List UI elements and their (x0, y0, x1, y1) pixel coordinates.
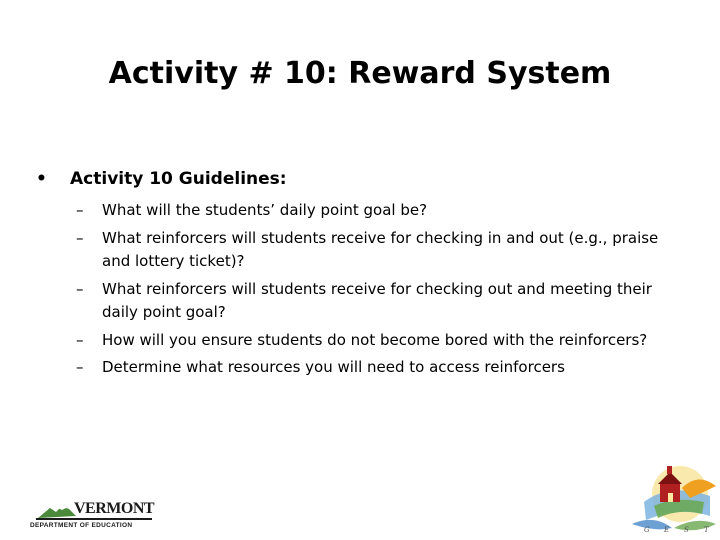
dash-marker: – (76, 279, 84, 298)
sub-item-text: What will the students’ daily point goal be? (102, 201, 428, 219)
vermont-logo-department: DEPARTMENT OF EDUCATION (30, 522, 133, 529)
dash-marker: – (76, 330, 84, 349)
guidelines-sub-list (76, 199, 676, 384)
bullet-marker: • (36, 169, 47, 189)
dash-marker: – (76, 228, 84, 247)
sub-item-text: How will you ensure students do not become bored with the reinforcers? (102, 330, 648, 349)
sub-item (76, 199, 676, 223)
sub-item (76, 329, 676, 353)
bullet-text: Activity 10 Guidelines: (70, 169, 287, 189)
pbis-logo-letters (640, 526, 720, 540)
dash-marker: – (76, 201, 84, 219)
pbis-letter: E (664, 526, 670, 534)
dash-marker: – (76, 358, 84, 376)
sub-item (76, 227, 676, 274)
sub-item-text: What reinforcers will students receive for checking out and meeting their daily point goal? (102, 279, 652, 321)
vermont-logo-name: VERMONT (74, 500, 155, 517)
sub-item-text: Determine what resources you will need to access reinforcers (102, 358, 565, 376)
pbis-letter: S (684, 526, 689, 534)
pbis-letter: G (644, 526, 650, 534)
sub-item-text: What reinforcers will students receive for checking in and out (e.g., praise and lottery ticket)? (102, 228, 659, 270)
pbis-letter: T (704, 526, 709, 534)
slide-title: Activity # 10: Reward System (108, 56, 612, 91)
sub-item (76, 278, 676, 325)
sub-item (76, 356, 676, 380)
